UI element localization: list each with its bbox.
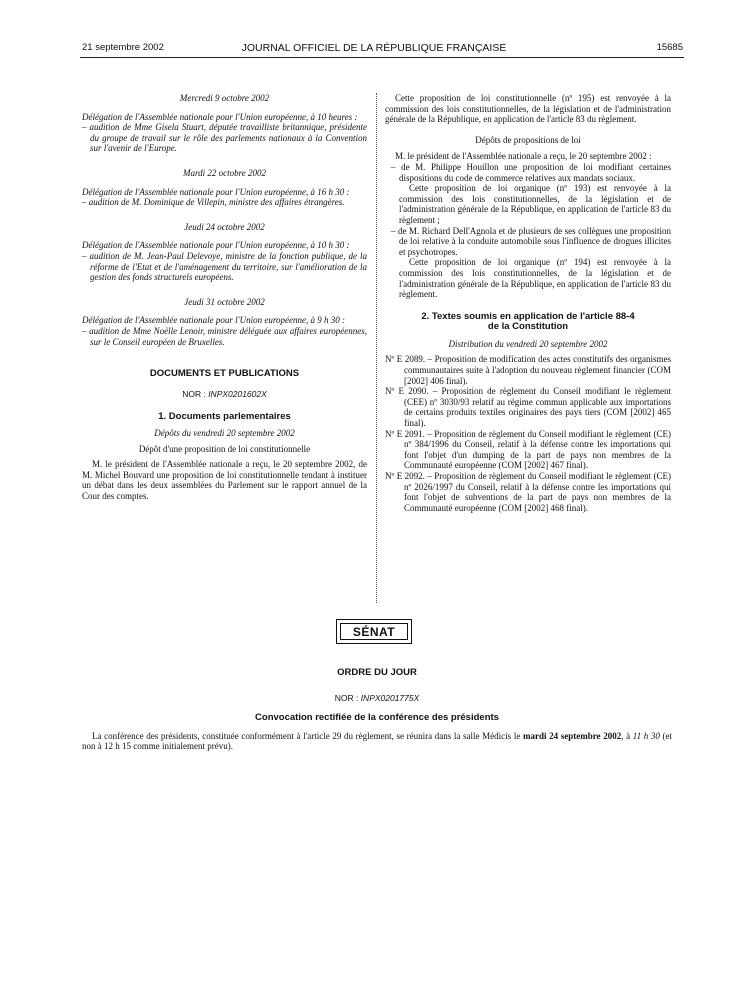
header-page-number: 15685 [656,42,683,53]
agenda-date-1: Mercredi 9 octobre 2002 [179,93,270,103]
proposition-referral-1: Cette proposition de loi organique (nº 193) est renvoyée à la commission des lois constitutionnelles, de la législation et de l'administration générale de la République, en application de l'article 83 du règlement ; [399,183,671,225]
senat-label: SÉNAT [340,623,408,640]
delegation-4: Délégation de l'Assemblée nationale pour l'Union européenne, à 9 h 30 : [82,315,345,326]
senat-nor-value: INPX0201775X [360,692,420,703]
delegation-2: Délégation de l'Assemblée nationale pour l'Union européenne, à 16 h 30 : [82,186,350,197]
senat-box [336,619,412,644]
senat-nor-label: NOR : [334,692,361,703]
proposition-referral-2: Cette proposition de loi organique (nº 194) est renvoyée à la commission des lois constitutionnelles, de la législation et de l'administration générale de la République, en application de l'article 83 du règlement. [399,257,671,300]
right-column [385,93,671,513]
documents-title: DOCUMENTS ET PUBLICATIONS [149,368,300,380]
header-title: JOURNAL OFFICIEL DE LA RÉPUBLIQUE FRANÇAISE [241,42,507,54]
agenda-date-4: Jeudi 31 octobre 2002 [184,296,265,307]
convocation-text-a: La conférence des présidents, constituée conformément à l'article 29 du règlement, se réunira dans la salle Médicis le [92,730,523,741]
president-received: M. le président de l'Assemblée nationale a reçu, le 20 septembre 2002 : [395,151,652,162]
agenda-item-1: – audition de Mme Gisela Stuart, députée travailliste britannique, présidente du groupe de travail sur le rôle des parlements nationaux à la Convention sur l'avenir de l'Europe. [82,122,367,154]
left-column [82,93,367,501]
convocation-time: 11 h 30 [632,730,660,741]
senat-nor-reference [82,693,672,704]
e-item-2090: Nº E 2090. – Proposition de règlement du Conseil modifiant le règlement (CEE) nº 3030/93 relatif au régime commun applicable aux importations de certains produits textiles originaires des pays tiers (COM [2002] 465 final). [385,386,671,429]
page-header [0,42,748,56]
depot-text: M. le président de l'Assemblée nationale a reçu, le 20 septembre 2002, de M. Michel Bouvard une proposition de loi constitutionnelle tendant à instituer un débat dans les deux assemblées du Parlement sur le rapport annuel de la Cour des comptes. [82,459,367,501]
distribution-date: Distribution du vendredi 20 septembre 2002 [448,338,608,349]
section-2-title-line-2: de la Constitution [487,321,569,333]
delegation-1: Délégation de l'Assemblée nationale pour l'Union européenne, à 10 heures : [82,111,358,122]
convocation-text-c: (et non à 12 h 15 comme initialement prévu). [82,730,672,752]
convocation-date: mardi 24 septembre 2002 [522,730,622,741]
documents-subtitle: 1. Documents parlementaires [158,411,291,423]
depot-title: Dépôt d'une proposition de loi constitutionnelle [138,444,311,455]
e-item-2091: Nº E 2091. – Proposition de règlement du Conseil modifiant le règlement (CE) nº 384/1996 du Conseil, relatif à la défense contre les importations qui font l'objet d'un dumping de la part de pays non membres de la Communauté européenne (COM [2002] 467 final). [385,428,671,471]
proposition-item-1: – de M. Philippe Houillon une proposition de loi modifiant certaines dispositions du code de commerce relatives aux mandats sociaux. [391,161,671,183]
ordre-du-jour-title: ORDRE DU JOUR [337,667,417,678]
depots-propositions-title: Dépôts de propositions de loi [475,134,581,145]
header-date: 21 septembre 2002 [82,42,164,53]
convocation-text-b: , à [621,730,633,741]
proposition-item-2: – de M. Richard Dell'Agnola et de plusieurs de ses collègues une proposition de loi relative à la conduite automobile sous l'influence de drogues illicites et psychotropes. [391,225,671,257]
delegation-3: Délégation de l'Assemblée nationale pour l'Union européenne, à 10 h 30 : [82,240,350,251]
column-divider [376,93,377,603]
header-rule [80,57,684,58]
convocation-title: Convocation rectifiée de la conférence des présidents [255,712,499,724]
section-2-title-line-1: 2. Textes soumis en application de l'article 88-4 [421,310,635,322]
agenda-date-3: Jeudi 24 octobre 2002 [184,221,265,232]
e-item-2092: Nº E 2092. – Proposition de règlement du Conseil modifiant le règlement (CE) nº 2026/1997 du Conseil, relatif à la défense contre les importations qui font l'objet de subventions de la part de pays non membres de la Communauté européenne (COM [2002] 468 final). [385,471,671,513]
convocation-text [82,731,672,752]
senat-section [82,668,672,752]
agenda-item-2: – audition de M. Dominique de Villepin, ministre des affaires étrangères. [82,197,345,208]
nor-value: INPX0201602X [208,388,267,399]
agenda-item-4: – audition de Mme Noëlle Lenoir, ministre déléguée aux affaires européennes, sur le Conseil européen de Bruxelles. [82,325,367,347]
depots-date: Dépôts du vendredi 20 septembre 2002 [154,427,295,438]
nor-reference [82,389,367,400]
e-item-2089: Nº E 2089. – Proposition de modification des actes constitutifs des organismes communautaires suite à l'adoption du nouveau règlement financier (COM [2002] 406 final). [385,354,671,386]
nor-label: NOR : [182,388,209,399]
agenda-date-2: Mardi 22 octobre 2002 [182,167,267,178]
referral-paragraph: Cette proposition de loi constitutionnelle (nº 195) est renvoyée à la commission des lois constitutionnelles, de la législation et de l'administration générale de la République, en application de l'article 83 du règlement. [385,93,671,125]
agenda-item-3: – audition de M. Jean-Paul Delevoye, ministre de la fonction publique, de la réforme de l'Etat et de l'aménagement du territoire, sur l'amélioration de la gestion des fonds structurels européens. [82,250,367,283]
